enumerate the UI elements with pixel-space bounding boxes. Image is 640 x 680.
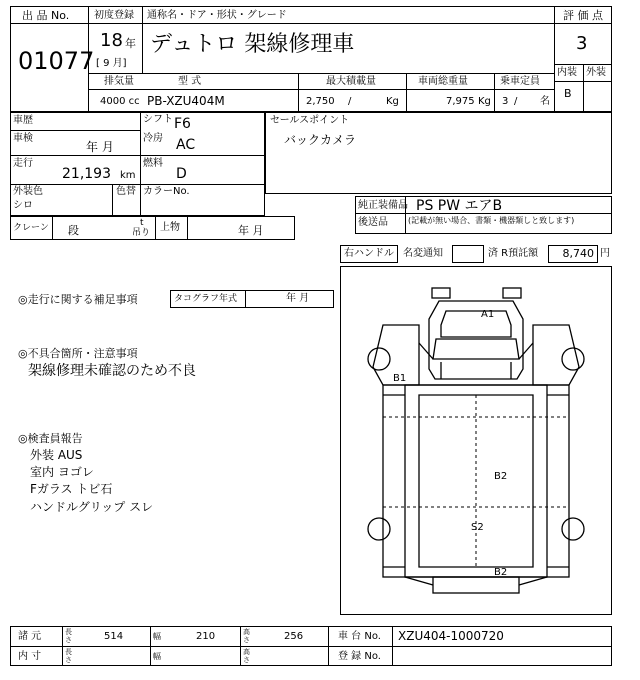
inspector-line: 外装 AUS bbox=[30, 448, 83, 462]
inspection-label: 車検 bbox=[13, 133, 33, 144]
chassis-label: 車 台 No. bbox=[338, 631, 381, 642]
rating-value: 3 bbox=[576, 33, 588, 54]
mileage-label: 走行 bbox=[13, 158, 33, 169]
recycle-label: 済 R預託額 bbox=[488, 248, 539, 259]
ac-label: 冷房 bbox=[143, 133, 163, 144]
width-value: 210 bbox=[196, 631, 216, 642]
equipment-label: 純正装備品 bbox=[358, 200, 408, 211]
equipment-value: PS PW エアB bbox=[416, 198, 503, 214]
history-label: 車歴 bbox=[13, 115, 33, 126]
first-reg-label: 初度登録 bbox=[94, 10, 134, 21]
details-frame bbox=[10, 112, 265, 216]
sales-point-text: バックカメラ bbox=[284, 133, 357, 147]
interior-grade-label: 内装 bbox=[557, 67, 577, 78]
interior-grade: B bbox=[564, 87, 572, 100]
damage-mark-a1: A1 bbox=[481, 309, 495, 320]
crane-label: クレーン bbox=[13, 223, 49, 233]
capacity-unit: 名 bbox=[540, 96, 550, 107]
fuel-value: D bbox=[176, 166, 187, 182]
right-hand-label: 右ハンドル bbox=[344, 248, 394, 259]
color-label: 外装色 bbox=[13, 186, 43, 197]
vehicle-diagram-frame bbox=[340, 266, 612, 615]
inspector-report-label: ◎検査員報告 bbox=[18, 432, 83, 445]
name-change-label: 名変通知 bbox=[403, 248, 443, 259]
gross-weight-label: 車両総重量 bbox=[418, 76, 468, 87]
model-label: 型 式 bbox=[178, 76, 202, 87]
exterior-grade-label: 外装 bbox=[586, 67, 606, 78]
recycle-unit: 円 bbox=[600, 248, 610, 259]
first-reg-month: [ 9 月] bbox=[96, 58, 127, 69]
capacity-label: 乗車定員 bbox=[500, 76, 540, 87]
interior-height-label: 高さ bbox=[243, 648, 250, 664]
model-code: PB-XZU404M bbox=[147, 94, 225, 108]
tachograph-label: タコグラフ年式 bbox=[174, 294, 238, 304]
inspector-line: Fガラス トビ石 bbox=[30, 482, 113, 496]
rating-label: 評 価 点 bbox=[563, 9, 603, 22]
lift-label: 上物 bbox=[160, 222, 180, 233]
color-no-label: カラーNo. bbox=[143, 186, 190, 197]
fuel-label: 燃料 bbox=[143, 158, 163, 169]
capacity: 3 bbox=[502, 96, 509, 107]
crane-t: t bbox=[140, 218, 144, 228]
interior-width-label: 幅 bbox=[153, 652, 161, 661]
vehicle-name: デュトロ 架線修理車 bbox=[150, 32, 355, 57]
chassis-value: XZU404-1000720 bbox=[398, 629, 504, 643]
max-load-label: 最大積載量 bbox=[326, 76, 376, 87]
shift-label: シフト bbox=[143, 114, 173, 125]
mileage-value: 21,193 bbox=[62, 166, 111, 182]
inspector-line: 室内 ヨゴレ bbox=[30, 465, 94, 479]
damage-mark-s2: S2 bbox=[471, 522, 484, 533]
damage-mark-b1: B1 bbox=[393, 373, 407, 384]
damage-mark-b2: B2 bbox=[494, 471, 508, 482]
gross-weight: 7,975 bbox=[446, 96, 475, 107]
truck-outline-diagram bbox=[341, 267, 611, 614]
driving-notes-label: ◎走行に関する補足事項 bbox=[18, 293, 138, 306]
interior-dims-label: 内 寸 bbox=[18, 651, 42, 662]
name-change-box bbox=[452, 245, 484, 263]
shift-value: F6 bbox=[174, 116, 191, 132]
tachograph-value: 年 月 bbox=[286, 293, 310, 304]
inspection-value: 年 月 bbox=[86, 140, 114, 154]
height-label: 高さ bbox=[243, 628, 250, 644]
damage-mark-b2-rear: B2 bbox=[494, 567, 508, 578]
height-value: 256 bbox=[284, 631, 304, 642]
ac-value: AC bbox=[176, 137, 196, 153]
recycle-value: 8,740 bbox=[562, 247, 594, 260]
mileage-unit: km bbox=[120, 170, 136, 181]
inspector-line: ハンドルグリップ スレ bbox=[30, 500, 154, 514]
lot-no-label: 出 品 No. bbox=[22, 9, 70, 22]
docs-note: (記載が無い場合、書類・機器類しと致します) bbox=[408, 216, 575, 225]
length-value: 514 bbox=[104, 631, 124, 642]
registration-label: 登 録 No. bbox=[338, 651, 381, 662]
length-label: 長さ bbox=[65, 628, 72, 644]
interior-length-label: 長さ bbox=[65, 648, 72, 664]
max-load-unit: Kg bbox=[386, 96, 399, 107]
displacement: 4000 cc bbox=[100, 96, 140, 107]
width-label: 幅 bbox=[153, 632, 161, 641]
first-reg-year-unit: 年 bbox=[125, 37, 136, 50]
crane-lift: 吊り bbox=[132, 228, 151, 238]
color-code-label: 色替 bbox=[116, 186, 136, 197]
sales-point-label: セールスポイント bbox=[270, 115, 350, 126]
dims-label: 諸 元 bbox=[18, 631, 42, 642]
docs-label: 後送品 bbox=[358, 217, 388, 228]
lift-value: 年 月 bbox=[238, 224, 264, 237]
defects-label: ◎不具合箇所・注意事項 bbox=[18, 347, 138, 360]
model-desc-label: 通称名・ドア・形状・グレード bbox=[147, 10, 287, 21]
defects-text: 架線修理未確認のため不良 bbox=[28, 363, 196, 379]
gross-weight-unit: Kg bbox=[478, 96, 491, 107]
max-load: 2,750 bbox=[306, 96, 335, 107]
crane-stage: 段 bbox=[68, 224, 79, 237]
displacement-label: 排気量 bbox=[104, 76, 134, 87]
color-value: シロ bbox=[13, 200, 33, 211]
lot-no: 01077 bbox=[18, 47, 95, 75]
first-reg-year: 18 bbox=[100, 30, 123, 51]
